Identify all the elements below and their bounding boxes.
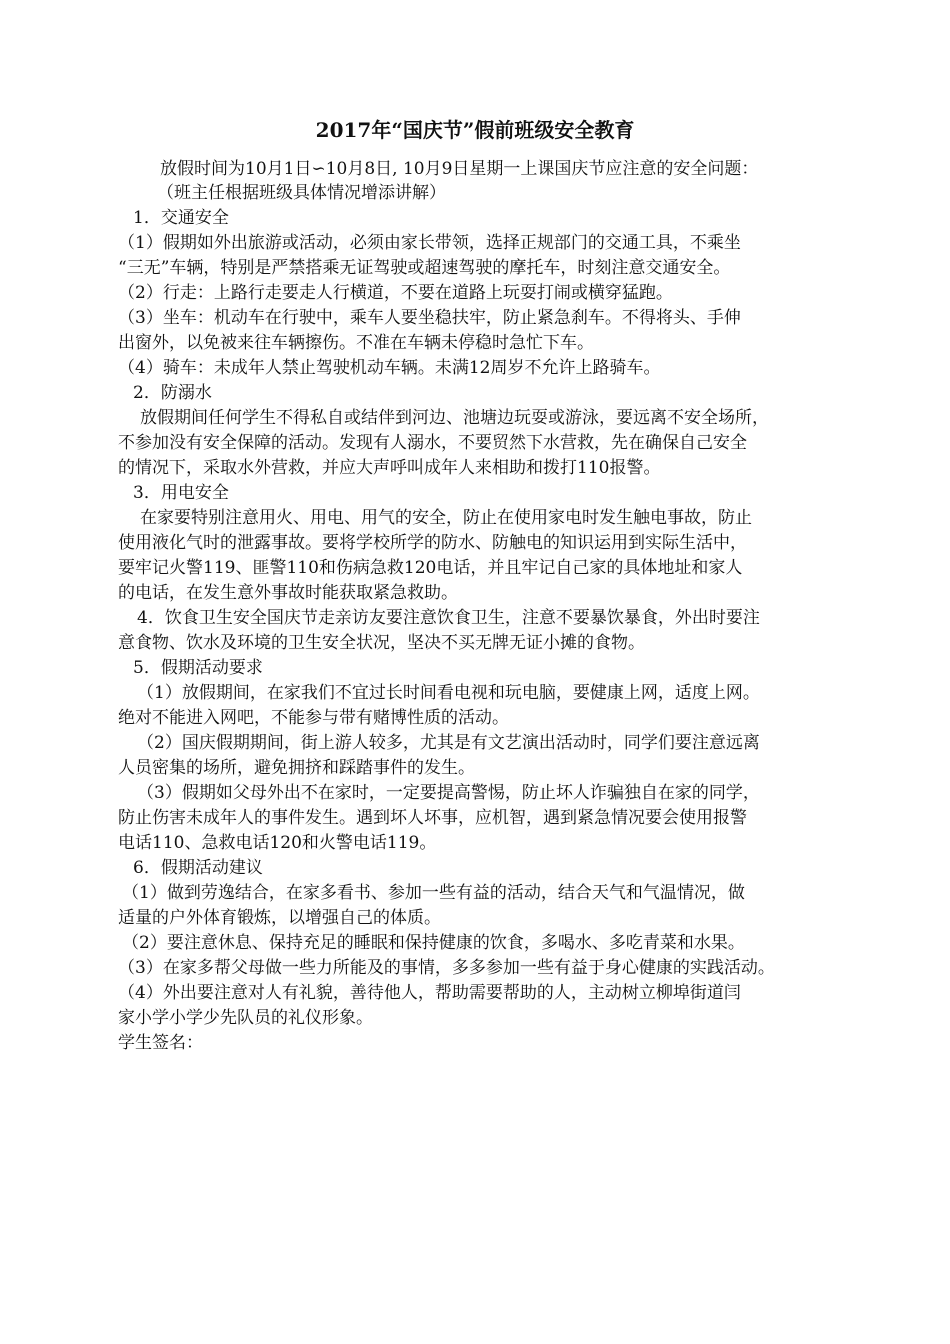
paragraph-line: （1）做到劳逸结合，在家多看书、参加一些有益的活动，结合天气和气温情况，做	[122, 883, 745, 903]
paragraph-line: 在家要特别注意用火、用电、用气的安全，防止在使用家电时发生触电事故，防止	[140, 508, 752, 528]
paragraph-line: （2）行走：上路行走要走人行横道，不要在道路上玩耍打闹或横穿猛跑。	[118, 283, 673, 303]
paragraph-line: （4）外出要注意对人有礼貌，善待他人，帮助需要帮助的人，主动树立柳埠街道闫	[118, 983, 741, 1003]
section-heading-drowning: 2．防溺水	[133, 383, 212, 403]
student-signature-label: 学生签名：	[118, 1033, 203, 1053]
paragraph-line: 防止伤害未成年人的事件发生。遇到坏人坏事，应机智，遇到紧急情况要会使用报警	[118, 808, 747, 828]
section-heading-traffic: 1．交通安全	[133, 208, 229, 228]
paragraph-line: （3）假期如父母外出不在家时，一定要提高警惕，防止坏人诈骗独自在家的同学，	[137, 783, 760, 803]
paragraph-line: 的电话，在发生意外事故时能获取紧急救助。	[118, 583, 458, 603]
paragraph-line: 电话110、急救电话120和火警电话119。	[118, 833, 437, 853]
paragraph-line: （2）要注意休息、保持充足的睡眠和保持健康的饮食，多喝水、多吃青菜和水果。	[122, 933, 745, 953]
paragraph-line: （3）在家多帮父母做一些力所能及的事情，多多参加一些有益于身心健康的实践活动。	[118, 958, 775, 978]
section-heading-activity-requirements: 5．假期活动要求	[133, 658, 263, 678]
paragraph-line: （2）国庆假期期间，街上游人较多，尤其是有文艺演出活动时，同学们要注意远离	[137, 733, 760, 753]
paragraph-line: 意食物、饮水及环境的卫生安全状况，坚决不买无牌无证小摊的食物。	[118, 633, 645, 653]
paragraph-line: （1）放假期间，在家我们不宜过长时间看电视和玩电脑，要健康上网，适度上网。	[137, 683, 760, 703]
paragraph-line: （4）骑车：未成年人禁止驾驶机动车辆。未满12周岁不允许上路骑车。	[118, 358, 661, 378]
section-heading-food: 4．饮食卫生安全国庆节走亲访友要注意饮食卫生，注意不要暴饮暴食，外出时要注	[137, 608, 760, 628]
paragraph-line: “三无”车辆，特别是严禁搭乘无证驾驶或超速驾驶的摩托车，时刻注意交通安全。	[118, 258, 731, 278]
paragraph-line: 使用液化气时的泄露事故。要将学校所学的防水、防触电的知识运用到实际生活中，	[118, 533, 747, 553]
paragraph-line: 家小学小学少先队员的礼仪形象。	[118, 1008, 373, 1028]
section-heading-activity-suggestions: 6．假期活动建议	[133, 858, 263, 878]
paragraph-line: 出窗外，以免被来往车辆擦伤。不准在车辆未停稳时急忙下车。	[118, 333, 594, 353]
paragraph-line: 不参加没有安全保障的活动。发现有人溺水，不要贸然下水营救，先在确保自己安全	[118, 433, 747, 453]
intro-line: 放假时间为10月1日∽10月8日, 10月9日星期一上课国庆节应注意的安全问题：	[160, 159, 759, 179]
paragraph-line: 要牢记火警119、匪警110和伤病急救120电话，并且牢记自己家的具体地址和家人	[118, 558, 743, 578]
paragraph-line: （1）假期如外出旅游或活动，必须由家长带领，选择正规部门的交通工具，不乘坐	[118, 233, 741, 253]
paragraph-line: 人员密集的场所，避免拥挤和踩踏事件的发生。	[118, 758, 475, 778]
paragraph-line: （3）坐车：机动车在行驶中，乘车人要坐稳扶牢，防止紧急刹车。不得将头、手伸	[118, 308, 741, 328]
paragraph-line: 放假期间任何学生不得私自或结伴到河边、池塘边玩耍或游泳，要远离不安全场所，	[140, 408, 769, 428]
section-heading-electricity: 3．用电安全	[133, 483, 229, 503]
document-title: 2017年“国庆节”假前班级安全教育	[315, 118, 635, 142]
paragraph-line: 的情况下，采取水外营救，并应大声呼叫成年人来相助和拨打110报警。	[118, 458, 661, 478]
paragraph-line: 适量的户外体育锻炼，以增强自己的体质。	[118, 908, 441, 928]
intro-note: （班主任根据班级具体情况增添讲解）	[157, 183, 446, 203]
paragraph-line: 绝对不能进入网吧，不能参与带有赌博性质的活动。	[118, 708, 509, 728]
